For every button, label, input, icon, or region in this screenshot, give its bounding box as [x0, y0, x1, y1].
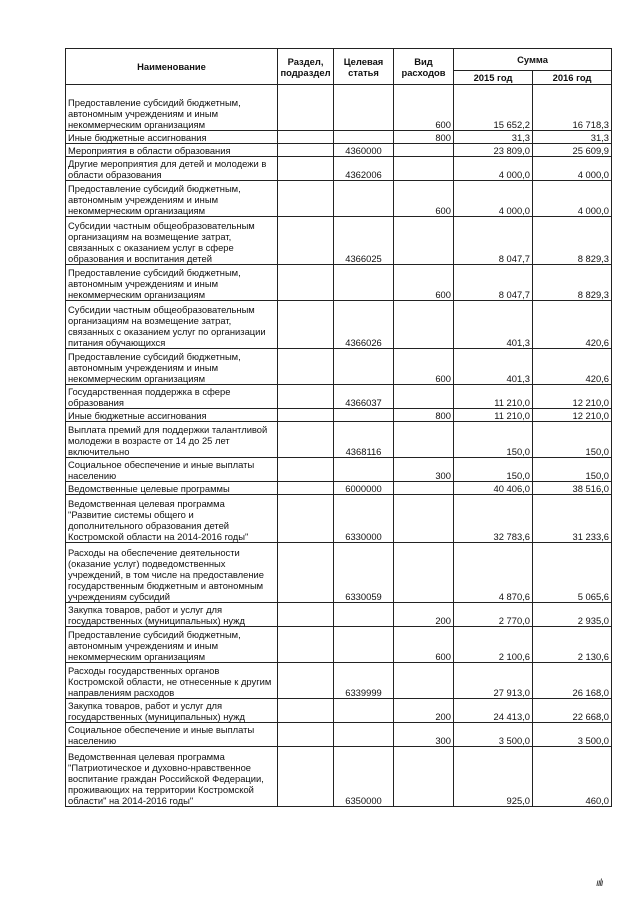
cell-section [278, 603, 334, 627]
cell-name: Закупка товаров, работ и услуг для государственных (муниципальных) нужд [66, 603, 278, 627]
cell-2016: 2 130,6 [533, 627, 612, 663]
cell-2016: 12 210,0 [533, 409, 612, 422]
table-row [66, 422, 612, 458]
cell-target [334, 627, 394, 663]
cell-2016: 12 210,0 [533, 385, 612, 409]
cell-type: 600 [394, 181, 454, 217]
cell-target [334, 265, 394, 301]
cell-2016: 460,0 [533, 747, 612, 807]
cell-target: 4366026 [334, 301, 394, 349]
cell-target: 4366025 [334, 217, 394, 265]
cell-section [278, 663, 334, 699]
cell-section [278, 385, 334, 409]
cell-target: 4360000 [334, 144, 394, 157]
table-row [66, 409, 612, 422]
cell-section [278, 747, 334, 807]
cell-name: Мероприятия в области образования [66, 144, 278, 157]
cell-name: Социальное обеспечение и иные выплаты населению [66, 458, 278, 482]
cell-2016: 8 829,3 [533, 265, 612, 301]
cell-2015: 2 100,6 [454, 627, 533, 663]
cell-2015: 150,0 [454, 458, 533, 482]
cell-type [394, 663, 454, 699]
cell-type: 800 [394, 131, 454, 144]
header-2016: 2016 год [533, 71, 612, 85]
cell-2016: 420,6 [533, 301, 612, 349]
cell-section [278, 409, 334, 422]
cell-section [278, 144, 334, 157]
cell-2016: 5 065,6 [533, 543, 612, 603]
table-row [66, 131, 612, 144]
page-mark: ıılı [596, 878, 603, 889]
cell-2015: 925,0 [454, 747, 533, 807]
table-row [66, 543, 612, 603]
cell-target [334, 85, 394, 131]
cell-name: Субсидии частным общеобразовательным организациям на возмещение затрат, связанных с оказанием услуг по организации питания обучающихся [66, 301, 278, 349]
cell-type [394, 301, 454, 349]
cell-section [278, 543, 334, 603]
table-row [66, 495, 612, 543]
header-type: Вид расходов [394, 49, 454, 85]
cell-section [278, 482, 334, 495]
cell-2016: 150,0 [533, 422, 612, 458]
cell-target [334, 603, 394, 627]
table-row [66, 349, 612, 385]
cell-target: 4368116 [334, 422, 394, 458]
table-row [66, 747, 612, 807]
cell-target: 6330000 [334, 495, 394, 543]
cell-2016: 22 668,0 [533, 699, 612, 723]
table-row [66, 699, 612, 723]
table-row [66, 482, 612, 495]
cell-target: 4362006 [334, 157, 394, 181]
cell-2015: 8 047,7 [454, 217, 533, 265]
cell-target [334, 458, 394, 482]
table-row [66, 301, 612, 349]
cell-section [278, 723, 334, 747]
cell-target [334, 723, 394, 747]
cell-name: Предоставление субсидий бюджетным, автономным учреждениям и иным некоммерческим организациям [66, 349, 278, 385]
cell-2015: 31,3 [454, 131, 533, 144]
cell-type [394, 482, 454, 495]
cell-2015: 150,0 [454, 422, 533, 458]
cell-target: 6339999 [334, 663, 394, 699]
cell-target: 6350000 [334, 747, 394, 807]
budget-table [65, 48, 612, 807]
cell-2015: 27 913,0 [454, 663, 533, 699]
table-row [66, 157, 612, 181]
cell-section [278, 181, 334, 217]
cell-name: Иные бюджетные ассигнования [66, 409, 278, 422]
cell-2015: 4 870,6 [454, 543, 533, 603]
cell-2016: 2 935,0 [533, 603, 612, 627]
cell-2016: 420,6 [533, 349, 612, 385]
header-2015: 2015 год [454, 71, 533, 85]
cell-name: Предоставление субсидий бюджетным, автономным учреждениям и иным некоммерческим организациям [66, 265, 278, 301]
cell-section [278, 85, 334, 131]
cell-2016: 31,3 [533, 131, 612, 144]
cell-type [394, 144, 454, 157]
cell-section [278, 349, 334, 385]
cell-type [394, 385, 454, 409]
cell-2016: 16 718,3 [533, 85, 612, 131]
cell-target [334, 181, 394, 217]
table-row [66, 144, 612, 157]
cell-name: Расходы государственных органов Костромской области, не отнесенные к другим направлениям расходов [66, 663, 278, 699]
cell-section [278, 217, 334, 265]
cell-2015: 4 000,0 [454, 181, 533, 217]
cell-2016: 3 500,0 [533, 723, 612, 747]
cell-target [334, 699, 394, 723]
cell-name: Ведомственные целевые программы [66, 482, 278, 495]
cell-2015: 23 809,0 [454, 144, 533, 157]
cell-2016: 25 609,9 [533, 144, 612, 157]
header-section: Раздел, подраздел [278, 49, 334, 85]
cell-type [394, 422, 454, 458]
cell-name: Ведомственная целевая программа "Патриотическое и духовно-нравственное воспитание граждан Российской Федерации, проживающих на территории Костромской области" на 2014-2016 годы" [66, 747, 278, 807]
cell-2016: 26 168,0 [533, 663, 612, 699]
cell-name: Субсидии частным общеобразовательным организациям на возмещение затрат, связанных с оказанием услуг в сфере образования и воспитания детей [66, 217, 278, 265]
header-name: Наименование [66, 49, 278, 85]
table-row [66, 265, 612, 301]
cell-target [334, 131, 394, 144]
cell-name: Предоставление субсидий бюджетным, автономным учреждениям и иным некоммерческим организациям [66, 181, 278, 217]
table-row [66, 181, 612, 217]
cell-name: Предоставление субсидий бюджетным, автономным учреждениям и иным некоммерческим организациям [66, 85, 278, 131]
cell-type: 200 [394, 699, 454, 723]
cell-2015: 4 000,0 [454, 157, 533, 181]
cell-2015: 401,3 [454, 301, 533, 349]
cell-type: 200 [394, 603, 454, 627]
table-row [66, 385, 612, 409]
cell-type: 600 [394, 85, 454, 131]
cell-section [278, 157, 334, 181]
cell-section [278, 627, 334, 663]
cell-type: 300 [394, 458, 454, 482]
cell-name: Выплата премий для поддержки талантливой молодежи в возрасте от 14 до 25 лет включительно [66, 422, 278, 458]
cell-type: 300 [394, 723, 454, 747]
cell-section [278, 495, 334, 543]
cell-2015: 3 500,0 [454, 723, 533, 747]
cell-2015: 24 413,0 [454, 699, 533, 723]
cell-2015: 11 210,0 [454, 409, 533, 422]
cell-2015: 2 770,0 [454, 603, 533, 627]
cell-2015: 15 652,2 [454, 85, 533, 131]
cell-type [394, 157, 454, 181]
cell-type: 600 [394, 265, 454, 301]
cell-name: Закупка товаров, работ и услуг для государственных (муниципальных) нужд [66, 699, 278, 723]
cell-section [278, 131, 334, 144]
cell-type: 600 [394, 627, 454, 663]
cell-2015: 401,3 [454, 349, 533, 385]
cell-2016: 4 000,0 [533, 181, 612, 217]
cell-name: Предоставление субсидий бюджетным, автономным учреждениям и иным некоммерческим организациям [66, 627, 278, 663]
cell-name: Иные бюджетные ассигнования [66, 131, 278, 144]
cell-target [334, 349, 394, 385]
cell-type [394, 217, 454, 265]
cell-section [278, 458, 334, 482]
table-row [66, 217, 612, 265]
cell-2016: 38 516,0 [533, 482, 612, 495]
cell-2016: 31 233,6 [533, 495, 612, 543]
table-row [66, 458, 612, 482]
table-row [66, 627, 612, 663]
cell-2015: 11 210,0 [454, 385, 533, 409]
cell-type [394, 495, 454, 543]
header-target: Целевая статья [334, 49, 394, 85]
cell-target: 6000000 [334, 482, 394, 495]
cell-2016: 150,0 [533, 458, 612, 482]
cell-target: 4366037 [334, 385, 394, 409]
cell-target [334, 409, 394, 422]
cell-section [278, 699, 334, 723]
cell-2016: 4 000,0 [533, 157, 612, 181]
cell-section [278, 422, 334, 458]
cell-type: 800 [394, 409, 454, 422]
cell-type [394, 747, 454, 807]
table-row [66, 603, 612, 627]
cell-2015: 40 406,0 [454, 482, 533, 495]
cell-section [278, 301, 334, 349]
cell-target: 6330059 [334, 543, 394, 603]
cell-section [278, 265, 334, 301]
header-sum: Сумма [454, 49, 612, 71]
cell-name: Другие мероприятия для детей и молодежи в области образования [66, 157, 278, 181]
cell-2015: 8 047,7 [454, 265, 533, 301]
cell-type [394, 543, 454, 603]
table-row [66, 85, 612, 131]
cell-name: Расходы на обеспечение деятельности (оказание услуг) подведомственных учреждений, в том числе на предоставление государственным бюджетным и автономным учреждениям субсидий [66, 543, 278, 603]
cell-name: Ведомственная целевая программа "Развитие системы общего и дополнительного образования детей Костромской области на 2014-2016 годы" [66, 495, 278, 543]
cell-2016: 8 829,3 [533, 217, 612, 265]
cell-name: Государственная поддержка в сфере образования [66, 385, 278, 409]
cell-type: 600 [394, 349, 454, 385]
table-row [66, 723, 612, 747]
table-row [66, 663, 612, 699]
cell-2015: 32 783,6 [454, 495, 533, 543]
cell-name: Социальное обеспечение и иные выплаты населению [66, 723, 278, 747]
